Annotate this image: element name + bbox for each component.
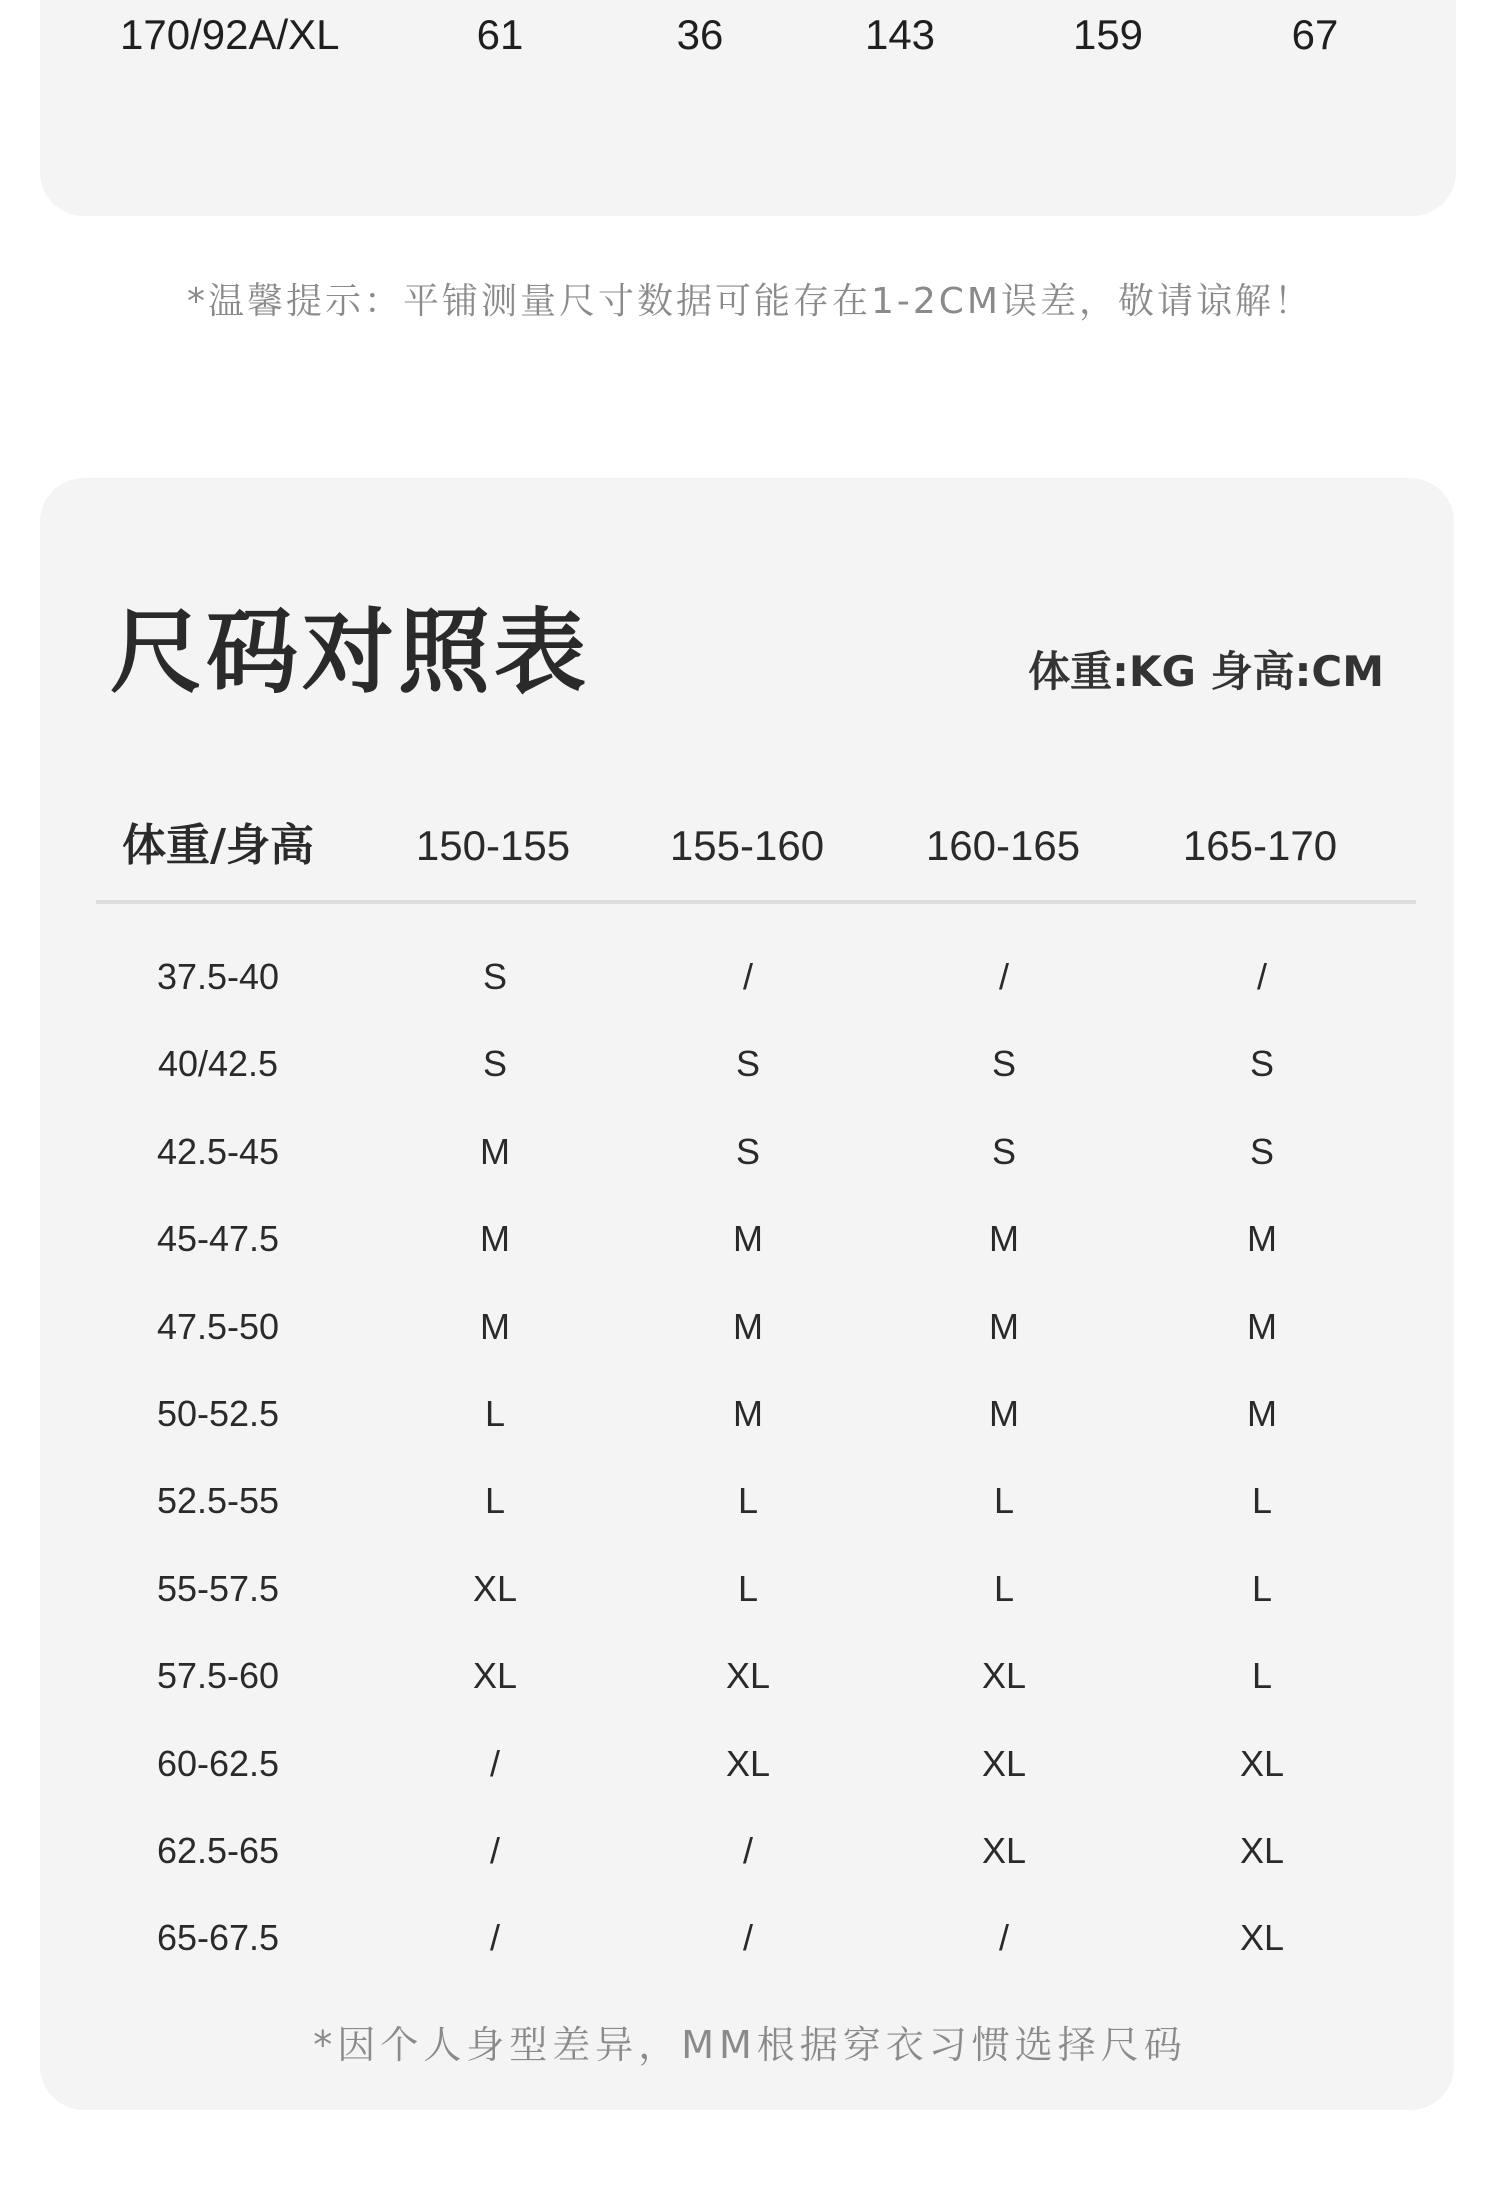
size-cell: M bbox=[480, 1218, 510, 1260]
size-cell: L bbox=[484, 1392, 506, 1434]
size-cell: M bbox=[480, 1305, 510, 1347]
size-cell: M bbox=[1247, 1305, 1277, 1347]
header-weight-height: 体重/身高 bbox=[121, 820, 315, 871]
size-cell: L bbox=[484, 1480, 506, 1522]
size-cell: S bbox=[735, 1130, 761, 1172]
size-chart-footnote: *因个人身型差异，MM根据穿衣习惯选择尺码 bbox=[313, 2023, 1187, 2067]
header-height-range: 165-170 bbox=[1182, 822, 1338, 869]
size-cell: M bbox=[733, 1305, 763, 1347]
size-cell: S bbox=[991, 1130, 1017, 1172]
size-cell: XL bbox=[1239, 1742, 1285, 1784]
size-cell: 170/92A/XL bbox=[120, 11, 340, 58]
weight-range-cell: 47.5-50 bbox=[156, 1305, 280, 1347]
size-cell: M bbox=[1247, 1218, 1277, 1260]
weight-range-cell: 45-47.5 bbox=[156, 1218, 280, 1260]
unit-note: 体重:KG 身高:CM bbox=[1028, 647, 1384, 696]
weight-range-cell: 57.5-60 bbox=[156, 1655, 280, 1697]
table-row bbox=[0, 1909, 1500, 1996]
header-height-range: 160-165 bbox=[925, 822, 1081, 869]
table-row bbox=[0, 1298, 1500, 1385]
table-row bbox=[0, 1735, 1500, 1822]
size-cell: M bbox=[989, 1218, 1019, 1260]
table-row bbox=[0, 1560, 1500, 1647]
measure-cell: 143 bbox=[864, 11, 936, 58]
size-cell: XL bbox=[981, 1742, 1027, 1784]
size-cell: XL bbox=[981, 1829, 1027, 1871]
measurement-table-row bbox=[40, 0, 1456, 72]
weight-range-cell: 40/42.5 bbox=[157, 1043, 279, 1085]
table-row bbox=[0, 1647, 1500, 1734]
size-chart-header bbox=[0, 812, 1500, 882]
size-cell: M bbox=[733, 1392, 763, 1434]
measurement-tip: *温馨提示：平铺测量尺寸数据可能存在1-2CM误差，敬请谅解！ bbox=[187, 281, 1313, 322]
measure-cell: 36 bbox=[676, 11, 724, 58]
table-row bbox=[0, 1385, 1500, 1472]
size-cell: / bbox=[742, 1829, 754, 1871]
measure-cell: 61 bbox=[476, 11, 524, 58]
size-cell: XL bbox=[981, 1655, 1027, 1697]
size-cell: L bbox=[1251, 1480, 1273, 1522]
weight-range-cell: 50-52.5 bbox=[156, 1392, 280, 1434]
weight-range-cell: 62.5-65 bbox=[156, 1829, 280, 1871]
size-cell: XL bbox=[472, 1567, 518, 1609]
size-cell: XL bbox=[1239, 1829, 1285, 1871]
measure-cell: 67 bbox=[1291, 11, 1339, 58]
size-cell: S bbox=[1249, 1043, 1275, 1085]
size-cell: M bbox=[989, 1392, 1019, 1434]
size-cell: / bbox=[998, 1917, 1010, 1959]
weight-range-cell: 60-62.5 bbox=[156, 1742, 280, 1784]
size-cell: / bbox=[489, 1742, 501, 1784]
table-row bbox=[0, 1035, 1500, 1122]
size-cell: L bbox=[993, 1480, 1015, 1522]
size-cell: M bbox=[989, 1305, 1019, 1347]
table-row bbox=[0, 1472, 1500, 1559]
weight-range-cell: 37.5-40 bbox=[156, 956, 280, 997]
header-height-range: 155-160 bbox=[669, 822, 825, 869]
size-cell: XL bbox=[725, 1742, 771, 1784]
size-cell: M bbox=[1247, 1392, 1277, 1434]
size-cell: XL bbox=[472, 1655, 518, 1697]
size-cell: M bbox=[733, 1218, 763, 1260]
header-height-range: 150-155 bbox=[415, 822, 571, 869]
table-row bbox=[0, 1822, 1500, 1909]
size-cell: S bbox=[482, 956, 508, 997]
size-cell: L bbox=[737, 1567, 759, 1609]
size-chart-title: 尺码对照表 bbox=[110, 599, 591, 706]
size-cell: L bbox=[737, 1480, 759, 1522]
table-row bbox=[0, 1123, 1500, 1210]
header-divider bbox=[96, 900, 1416, 904]
weight-range-cell: 42.5-45 bbox=[156, 1130, 280, 1172]
table-row bbox=[0, 1210, 1500, 1297]
size-cell: / bbox=[742, 956, 754, 997]
size-cell: S bbox=[991, 1043, 1017, 1085]
table-row bbox=[0, 948, 1500, 1035]
size-cell: L bbox=[1251, 1655, 1273, 1697]
size-cell: / bbox=[489, 1917, 501, 1959]
size-cell: S bbox=[482, 1043, 508, 1085]
size-cell: / bbox=[489, 1829, 501, 1871]
size-cell: XL bbox=[725, 1655, 771, 1697]
size-cell: XL bbox=[1239, 1917, 1285, 1959]
measure-cell: 159 bbox=[1072, 11, 1144, 58]
weight-range-cell: 65-67.5 bbox=[156, 1917, 280, 1959]
size-cell: L bbox=[993, 1567, 1015, 1609]
size-cell: / bbox=[1256, 956, 1268, 997]
size-cell: M bbox=[480, 1130, 510, 1172]
size-cell: S bbox=[735, 1043, 761, 1085]
size-cell: L bbox=[1251, 1567, 1273, 1609]
size-cell: / bbox=[742, 1917, 754, 1959]
size-cell: / bbox=[998, 956, 1010, 997]
weight-range-cell: 52.5-55 bbox=[156, 1480, 280, 1522]
size-cell: S bbox=[1249, 1130, 1275, 1172]
size-chart-body bbox=[0, 948, 1500, 1997]
weight-range-cell: 55-57.5 bbox=[156, 1567, 280, 1609]
